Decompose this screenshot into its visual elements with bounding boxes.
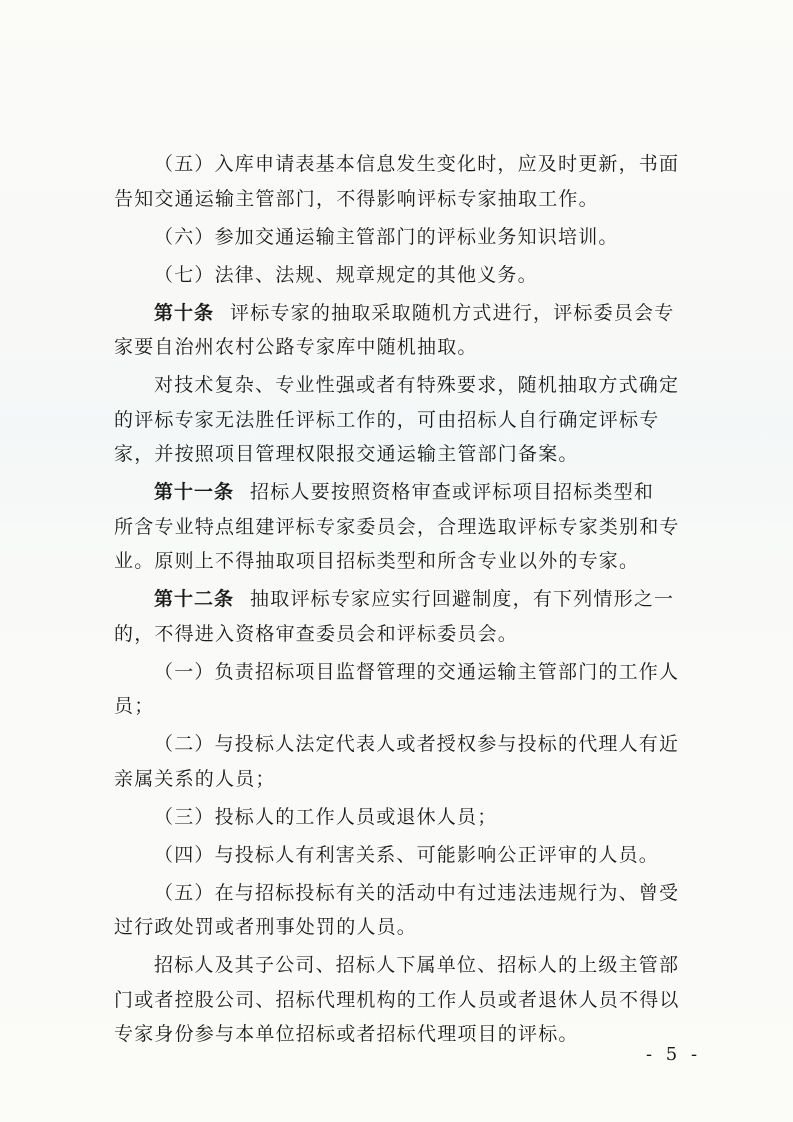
text-line: 家，并按照项目管理权限报交通运输主管部门备案。 — [114, 443, 579, 465]
paragraph-tenderer-restriction — [114, 948, 694, 1052]
text-line: （七）法律、法规、规章规定的其他义务。 — [154, 263, 538, 286]
text-line: 对技术复杂、专业性强或者有特殊要求，随机抽取方式确定 — [154, 374, 680, 396]
text-line: （二）与投标人法定代表人或者授权参与投标的代理人有近 — [154, 733, 680, 755]
text-line: 专家身份参与本单位招标或者招标代理项目的评标。 — [114, 1023, 579, 1045]
text-line: 的评标专家无法胜任评标工作的，可由招标人自行确定评标专 — [114, 408, 660, 431]
page-number: - 5 - — [646, 1044, 702, 1065]
article-heading: 第十二条 — [154, 588, 235, 610]
avoidance-item-4 — [114, 838, 694, 873]
text-line: 业。原则上不得抽取项目招标类型和所含专业以外的专家。 — [114, 550, 640, 572]
text-line: 家要自治州农村公路专家库中随机抽取。 — [114, 336, 478, 358]
text-line: 的，不得进入资格审查委员会和评标委员会。 — [114, 622, 519, 645]
paragraph-item-5-update — [114, 147, 694, 216]
text-line: 门或者控股公司、招标代理机构的工作人员或者退休人员不得以 — [114, 988, 680, 1011]
text-line: （五）在与招标投标有关的活动中有过违法违规行为、曾受 — [154, 881, 680, 904]
text-line: 告知交通运输主管部门，不得影响评标专家抽取工作。 — [114, 187, 599, 210]
text-line: （三）投标人的工作人员或退休人员； — [154, 805, 498, 828]
article-10 — [114, 296, 694, 365]
body-text — [114, 147, 694, 1052]
article-heading: 第十条 — [154, 301, 215, 324]
text-line: （五）入库申请表基本信息发生变化时，应及时更新，书面 — [154, 153, 680, 175]
avoidance-item-2 — [114, 727, 694, 796]
avoidance-item-1 — [114, 655, 694, 724]
text-line: （四）与投标人有利害关系、可能影响公正评审的人员。 — [154, 843, 660, 866]
text-line: 抽取评标专家应实行回避制度，有下列情形之一 — [250, 588, 675, 610]
avoidance-item-5 — [114, 876, 694, 945]
article-12 — [114, 582, 694, 651]
text-line: 员； — [114, 695, 155, 717]
text-line: 过行政处罚或者刑事处罚的人员。 — [114, 916, 418, 938]
article-heading: 第十一条 — [154, 481, 235, 503]
text-line: 招标人要按照资格审查或评标项目招标类型和 — [250, 481, 655, 503]
text-line: 招标人及其子公司、招标人下属单位、招标人的上级主管部 — [154, 954, 680, 976]
article-11 — [114, 475, 694, 579]
paragraph-special-requirements — [114, 368, 694, 472]
text-line: （六）参加交通运输主管部门的评标业务知识培训。 — [154, 225, 619, 248]
paragraph-item-6-training — [114, 220, 694, 255]
text-line: 评标专家的抽取采取随机方式进行，评标委员会专 — [230, 301, 675, 324]
paragraph-item-7-other-duties — [114, 258, 694, 293]
text-line: 所含专业特点组建评标专家委员会，合理选取评标专家类别和专 — [114, 515, 680, 538]
text-line: 亲属关系的人员； — [114, 767, 276, 790]
avoidance-item-3 — [114, 800, 694, 835]
text-line: （一）负责招标项目监督管理的交通运输主管部门的工作人 — [154, 660, 680, 683]
